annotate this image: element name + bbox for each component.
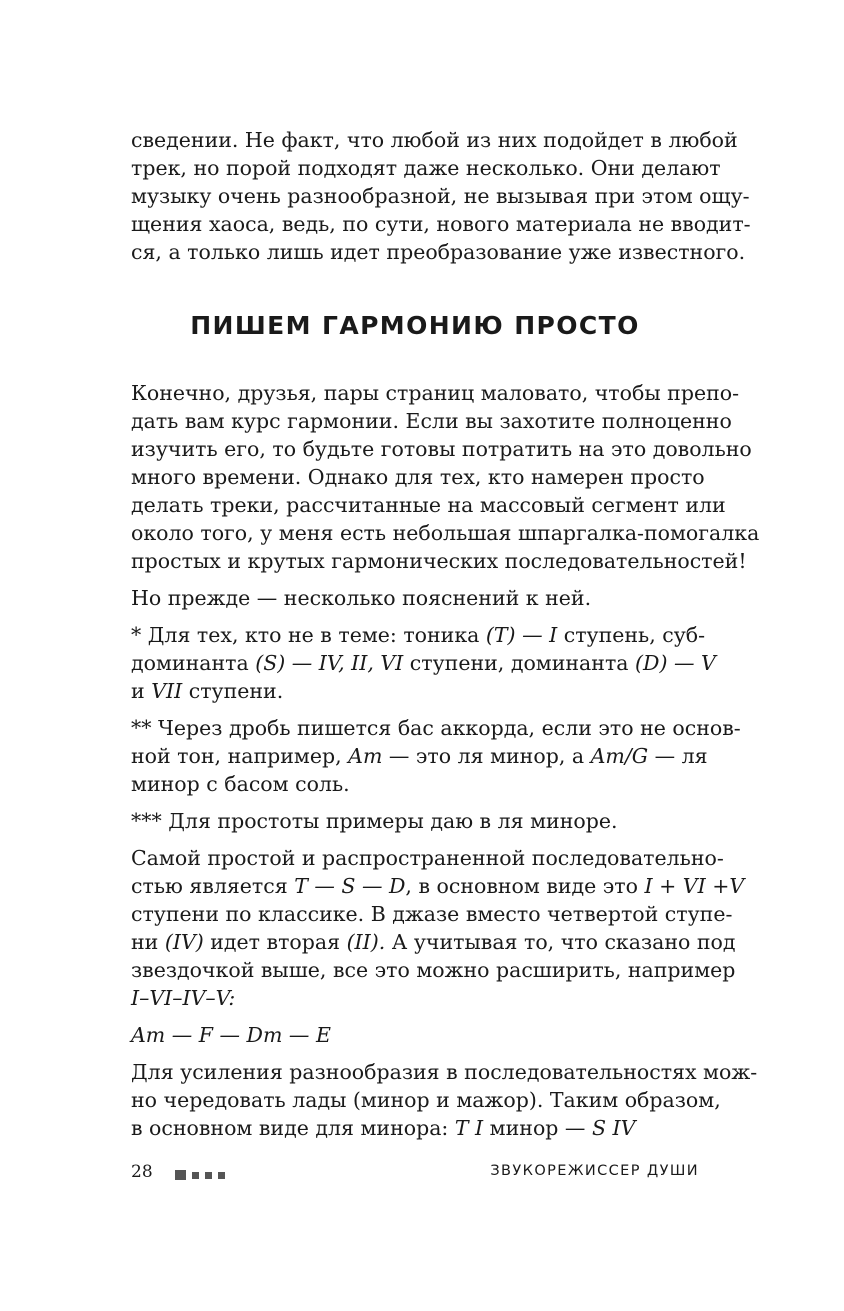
italic-run: I–VI–IV–V:: [131, 986, 236, 1010]
text-line: [131, 621, 706, 649]
text-line: музыку очень разнообразной, не вызывая при этом ощу-: [131, 184, 750, 208]
text-line: щения хаоса, ведь, по сути, нового материала не вводит-: [131, 212, 751, 236]
text-run: — ля: [648, 744, 708, 768]
text-line: Но прежде — несколько пояснений к ней.: [131, 586, 592, 610]
page-body: [131, 126, 760, 1142]
chord-progression-example: [131, 1021, 699, 1049]
text-run: стью является: [131, 874, 295, 898]
text-line: но чередовать лады (минор и мажор). Таким образом,: [131, 1088, 721, 1112]
paragraph-3: [131, 584, 699, 612]
text-line: сведении. Не факт, что любой из них подойдет в любой: [131, 128, 738, 152]
text-line: звездочкой выше, все это можно расширить, например: [131, 958, 736, 982]
square-mark-icon: [192, 1172, 199, 1179]
italic-run: S IV: [591, 1116, 636, 1140]
text-run: ной тон, например,: [131, 744, 349, 768]
paragraph-7: [131, 844, 745, 1012]
italic-run: I + VI +V: [644, 874, 745, 898]
square-mark-icon: [205, 1172, 212, 1179]
text-line: простых и крутых гармонических последовательностей!: [131, 549, 747, 573]
text-line: *** Для простоты примеры даю в ля миноре.: [131, 809, 618, 833]
paragraph-2: [131, 379, 760, 575]
text-run: — это ля минор, а: [382, 744, 591, 768]
text-run: ступени.: [182, 679, 284, 703]
text-line: трек, но порой подходят даже несколько. Они делают: [131, 156, 721, 180]
text-line: дать вам курс гармонии. Если вы захотите полноценно: [131, 409, 732, 433]
running-title: ЗВУКОРЕЖИССЕР ДУШИ: [490, 1163, 699, 1179]
paragraph-9: [131, 1058, 758, 1142]
italic-run: (S) — IV, II, VI: [255, 651, 404, 675]
italic-run: (IV): [164, 930, 204, 954]
paragraph-6-footnote-3: [131, 807, 699, 835]
text-line: изучить его, то будьте готовы потратить на это довольно: [131, 437, 752, 461]
italic-run: (T) — I: [485, 623, 558, 647]
text-line: [131, 742, 708, 770]
square-mark-icon: [175, 1170, 186, 1180]
paragraph-4-footnote-1: [131, 621, 716, 705]
italic-run: Am/G: [590, 744, 649, 768]
text-line: около того, у меня есть небольшая шпаргалка-помогалка: [131, 521, 760, 545]
paragraph-1: [131, 126, 751, 266]
text-run: ни: [131, 930, 165, 954]
decorative-squares-icon: [175, 1170, 225, 1180]
square-mark-icon: [218, 1172, 225, 1179]
text-line: [131, 649, 716, 677]
text-line: [131, 928, 736, 956]
paragraph-5-footnote-2: [131, 714, 741, 798]
text-line: Для усиления разнообразия в последовательностях мож-: [131, 1060, 758, 1084]
italic-run: (D) — V: [635, 651, 716, 675]
text-line: [131, 1114, 699, 1142]
text-run: и: [131, 679, 152, 703]
text-run: минор —: [483, 1116, 592, 1140]
italic-run: Am: [348, 744, 383, 768]
section-heading: ПИШЕМ ГАРМОНИЮ ПРОСТО: [190, 311, 640, 340]
italic-run: Am — F — Dm — E: [131, 1023, 331, 1047]
text-line: Конечно, друзья, пары страниц маловато, чтобы препо-: [131, 381, 740, 405]
text-run: доминанта: [131, 651, 256, 675]
text-run: * Для тех, кто не в теме: тоника: [131, 623, 486, 647]
text-line: [131, 984, 699, 1012]
italic-run: VII: [151, 679, 183, 703]
text-line: делать треки, рассчитанные на массовый сегмент или: [131, 493, 726, 517]
text-line: [131, 872, 745, 900]
text-run: А учитывая то, что сказано под: [385, 930, 736, 954]
page-footer: [131, 1160, 699, 1190]
text-line: много времени. Однако для тех, кто намерен просто: [131, 465, 705, 489]
text-line: ** Через дробь пишется бас аккорда, если это не основ-: [131, 716, 741, 740]
text-run: в основном виде для минора:: [131, 1116, 455, 1140]
text-run: ступень, суб-: [557, 623, 706, 647]
text-run: ступени, доминанта: [403, 651, 636, 675]
text-line: минор с басом соль.: [131, 772, 350, 796]
italic-run: T — S — D: [294, 874, 406, 898]
text-line: ся, а только лишь идет преобразование уже известного.: [131, 240, 746, 264]
italic-run: (II).: [346, 930, 386, 954]
text-line: [131, 1021, 699, 1049]
page-number: 28: [131, 1162, 153, 1182]
text-line: [131, 677, 699, 705]
text-line: Самой простой и распространенной последовательно-: [131, 846, 724, 870]
text-run: , в основном виде это: [405, 874, 645, 898]
text-run: идет вторая: [203, 930, 347, 954]
text-line: ступени по классике. В джазе вместо четвертой ступе-: [131, 902, 733, 926]
italic-run: T I: [454, 1116, 484, 1140]
